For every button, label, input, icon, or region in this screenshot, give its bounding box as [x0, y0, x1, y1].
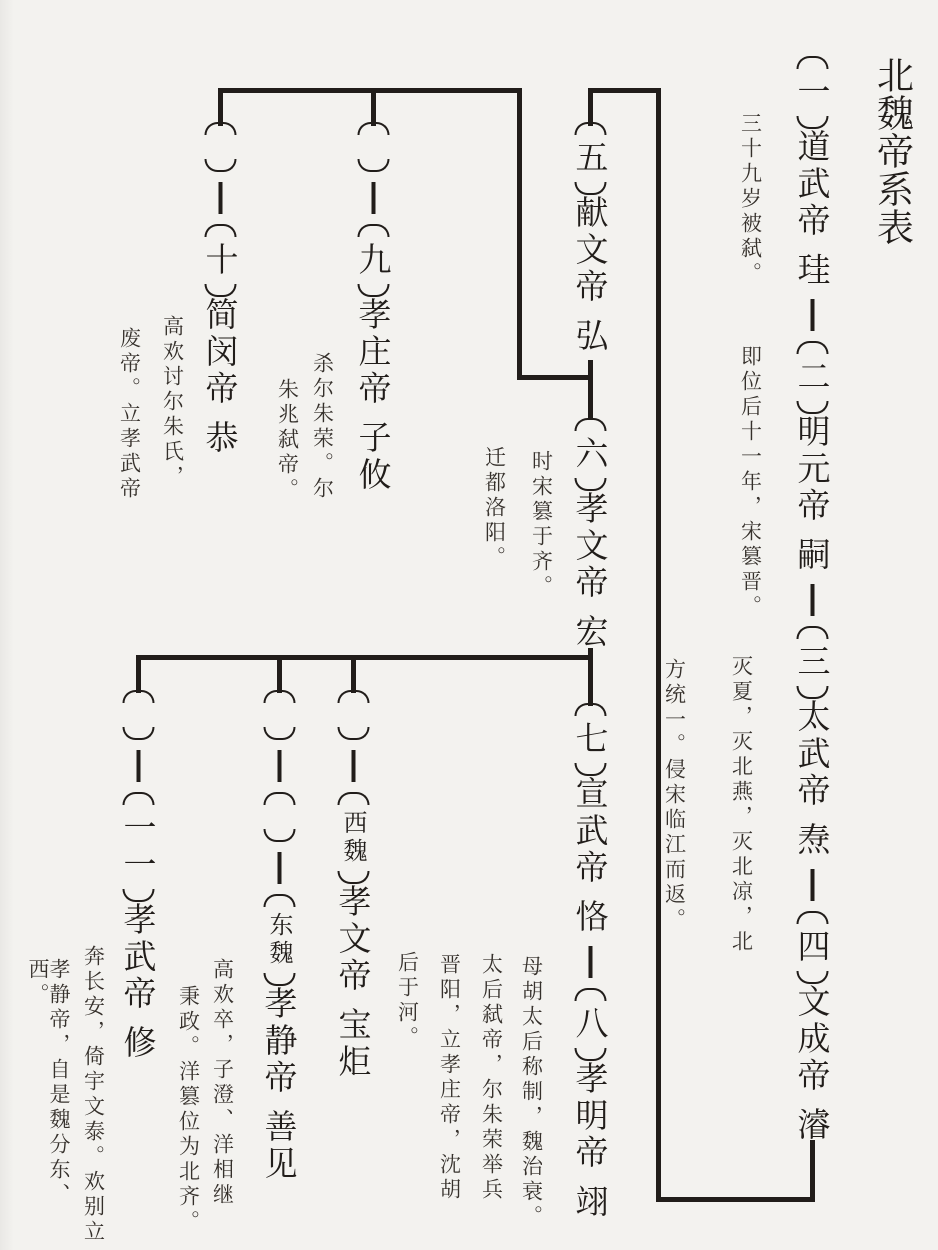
descent-connector	[351, 750, 355, 782]
emperor-given-name: 修	[118, 1025, 158, 1062]
tree-line-stub-emperor4-bottom	[810, 1140, 815, 1202]
paren-close-arc	[263, 973, 295, 986]
generation-number: 四	[792, 929, 832, 966]
tree-line-top-sibling-h	[218, 88, 522, 93]
paren-close-arc	[122, 889, 154, 902]
generation-number: 六	[570, 436, 610, 473]
note-emperor8-line-4: 后于河。	[395, 951, 420, 1051]
emperor-title: 孝文帝	[333, 884, 373, 995]
paren-open-arc	[263, 894, 295, 907]
tree-line-stub-emperor5-top	[588, 88, 593, 126]
paren-open-arc	[263, 690, 295, 703]
note-emperor3-conquests-1: 灭夏，灭北燕，灭北凉，北	[729, 655, 754, 955]
generation-number: 一一	[118, 810, 158, 884]
descent-connector	[810, 584, 814, 616]
paren-open-arc	[796, 341, 828, 354]
paren-close-arc	[337, 871, 369, 884]
note-emperor9-line-1: 杀尔朱荣。尔	[310, 352, 335, 502]
lineage-column-emperor-11	[118, 690, 158, 1062]
lineage-column-eastern-wei	[259, 690, 299, 1183]
generation-number: 七	[570, 721, 610, 758]
paren-close-arc	[204, 284, 236, 297]
note-emperor6-luoyang: 迁都洛阳。	[482, 446, 507, 571]
lineage-column-emperor-10	[200, 122, 240, 457]
note-emperor6-qi: 时宋篡于齐。	[529, 450, 554, 600]
generation-number: 十	[200, 242, 240, 279]
emperor-title: 文成帝	[792, 984, 832, 1095]
descent-connector	[810, 299, 814, 331]
descent-connector	[136, 750, 140, 782]
emperor-given-name: 弘	[570, 318, 610, 355]
paren-open-arc	[122, 792, 154, 805]
emperor-title: 太武帝	[792, 699, 832, 810]
emperor-given-name: 翊	[570, 1184, 610, 1221]
emperor-given-name: 濬	[792, 1107, 832, 1144]
lineage-column-emperor-9	[353, 122, 393, 494]
paren-open-arc	[574, 122, 606, 135]
paren-close-arc	[796, 116, 828, 129]
note-emperor11-line-2: 孝静帝，自是魏分东、西。	[26, 958, 71, 1208]
emperor-given-name: 子攸	[353, 420, 393, 494]
descent-connector	[588, 946, 592, 978]
paren-close-arc	[263, 727, 295, 740]
generation-number: 五	[570, 140, 610, 177]
paren-open-arc	[796, 911, 828, 924]
generation-number: 一	[792, 74, 832, 111]
tree-line-wrap-bottom-h	[656, 1197, 815, 1202]
tree-line-lower-sibling-h	[136, 655, 593, 660]
tree-line-stub-6-to-7	[588, 648, 593, 706]
generation-number: 八	[570, 1006, 610, 1043]
emperor-title: 献文帝	[570, 195, 610, 306]
tree-line-stub-emperor10	[218, 88, 223, 126]
note-emperor2-reign: 即位后十一年，宋篡晋。	[738, 345, 763, 620]
empty-paren-gap	[352, 708, 354, 722]
paren-close-arc	[574, 1048, 606, 1061]
paren-open-arc	[204, 224, 236, 237]
paren-open-arc	[796, 626, 828, 639]
paren-open-arc	[574, 988, 606, 1001]
paren-close-arc	[337, 727, 369, 740]
empty-paren-gap	[219, 140, 221, 154]
tree-line-upper-branch-h	[517, 375, 593, 380]
emperor-title: 明元帝	[792, 414, 832, 525]
generation-number: 二	[792, 359, 832, 396]
note-emperor8-line-1: 母胡太后称制，魏治衰。	[519, 955, 544, 1230]
descent-connector	[371, 182, 375, 214]
note-emperor3-conquests-2: 方统一。侵宋临江而返。	[662, 658, 687, 933]
paren-open-arc	[337, 792, 369, 805]
emperor-given-name: 宝炬	[333, 1007, 373, 1081]
emperor-given-name: 珪	[792, 252, 832, 289]
paren-close-arc	[122, 727, 154, 740]
generation-number: 三	[792, 644, 832, 681]
emperor-title: 孝静帝	[259, 986, 299, 1097]
paren-close-arc	[263, 829, 295, 842]
note-emperor11-line-1: 奔长安，倚宇文泰。欢别立	[81, 945, 106, 1245]
tree-line-upper-branch-v	[517, 88, 522, 380]
note-eastern-wei-line-1: 高欢卒，子澄、洋相继	[210, 958, 235, 1208]
lineage-column-western-wei	[333, 690, 373, 1081]
emperor-title: 道武帝	[792, 129, 832, 240]
paren-open-arc	[574, 418, 606, 431]
emperor-given-name: 恪	[570, 899, 610, 936]
paren-close-arc	[204, 159, 236, 172]
lineage-column-emperors-1-4	[792, 56, 832, 1144]
emperor-title: 简闵帝	[200, 297, 240, 408]
paren-open-arc	[337, 690, 369, 703]
empty-paren-gap	[372, 140, 374, 154]
paren-close-arc	[574, 763, 606, 776]
lineage-column-emperor-5	[570, 122, 610, 355]
dynasty-label: 东魏	[265, 912, 293, 968]
paren-close-arc	[357, 284, 389, 297]
emperor-given-name: 恭	[200, 420, 240, 457]
empty-paren-gap	[278, 810, 280, 824]
emperor-title: 宣武帝	[570, 776, 610, 887]
emperor-title: 孝文帝	[570, 491, 610, 602]
dynasty-label: 西魏	[339, 810, 367, 866]
generation-number: 九	[353, 242, 393, 279]
paren-close-arc	[796, 401, 828, 414]
lineage-column-emperor-6	[570, 418, 610, 651]
paren-open-arc	[796, 56, 828, 69]
note-emperor10-line-1: 高欢讨尔朱氏，	[160, 315, 185, 490]
emperor-given-name: 嗣	[792, 537, 832, 574]
note-emperor1-death: 三十九岁被弑。	[738, 112, 763, 287]
page-title: 北魏帝系表	[870, 56, 914, 246]
paren-close-arc	[574, 478, 606, 491]
emperor-given-name: 善见	[259, 1109, 299, 1183]
descent-connector	[277, 852, 281, 884]
tree-line-stub-western-wei	[351, 655, 356, 693]
note-emperor9-line-2: 朱兆弑帝。	[275, 378, 300, 503]
emperor-title: 孝明帝	[570, 1061, 610, 1172]
descent-connector	[277, 750, 281, 782]
emperor-title: 孝庄帝	[353, 297, 393, 408]
emperor-given-name: 宏	[570, 614, 610, 651]
paren-open-arc	[574, 703, 606, 716]
paren-open-arc	[204, 122, 236, 135]
emperor-title: 孝武帝	[118, 902, 158, 1013]
paren-close-arc	[574, 182, 606, 195]
note-emperor8-line-3: 晋阳，立孝庄帝，沈胡	[437, 953, 462, 1203]
tree-line-stub-5-to-6	[588, 360, 593, 420]
paren-open-arc	[357, 224, 389, 237]
tree-line-stub-eastern-wei	[277, 655, 282, 693]
paren-close-arc	[796, 971, 828, 984]
note-emperor10-line-2: 废帝。立孝武帝	[117, 327, 142, 502]
tree-line-wrap-v	[656, 88, 661, 1202]
tree-line-stub-emperor11	[136, 655, 141, 693]
tree-line-stub-emperor9	[371, 88, 376, 126]
note-eastern-wei-line-2: 秉政。洋篡位为北齐。	[176, 985, 201, 1235]
paren-close-arc	[796, 686, 828, 699]
note-emperor8-line-2: 太后弑帝，尔朱荣举兵	[479, 953, 504, 1203]
lineage-column-emperors-7-8	[570, 703, 610, 1221]
descent-connector	[810, 869, 814, 901]
empty-paren-gap	[137, 708, 139, 722]
paren-close-arc	[357, 159, 389, 172]
descent-connector	[218, 182, 222, 214]
emperor-given-name: 焘	[792, 822, 832, 859]
paren-open-arc	[122, 690, 154, 703]
empty-paren-gap	[278, 708, 280, 722]
paren-open-arc	[357, 122, 389, 135]
paren-open-arc	[263, 792, 295, 805]
tree-line-top-right-elbow	[588, 88, 661, 93]
